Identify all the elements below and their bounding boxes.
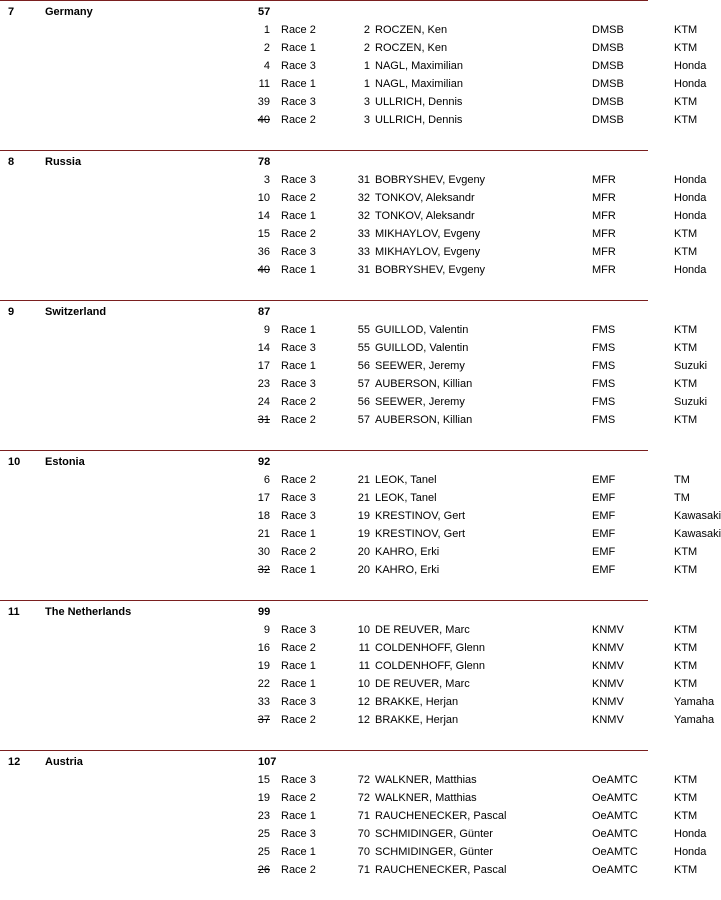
result-bib-number: 21 — [357, 474, 370, 486]
team-points: 92 — [258, 456, 271, 468]
result-federation: MFR — [592, 192, 616, 204]
result-bib-number: 70 — [357, 828, 370, 840]
result-position: 6 — [263, 474, 270, 486]
result-rider-name: COLDENHOFF, Glenn — [375, 660, 486, 672]
result-position: 23 — [257, 810, 270, 822]
result-rider-name: BOBRYSHEV, Evgeny — [375, 174, 486, 186]
result-federation: FMS — [592, 414, 616, 426]
result-race: Race 3 — [281, 60, 316, 72]
team-block — [0, 300, 716, 450]
result-rider-name: NAGL, Maximilian — [375, 60, 464, 72]
result-motorcycle-make: KTM — [674, 228, 698, 240]
team-block — [0, 750, 716, 900]
result-rider-name: TONKOV, Aleksandr — [375, 210, 475, 222]
result-race: Race 3 — [281, 96, 316, 108]
result-federation: DMSB — [592, 60, 624, 72]
result-race: Race 2 — [281, 192, 316, 204]
result-motorcycle-make: Suzuki — [674, 360, 708, 372]
result-motorcycle-make: Honda — [674, 846, 707, 858]
result-race: Race 1 — [281, 528, 316, 540]
team-points: 78 — [258, 156, 271, 168]
result-position: 15 — [257, 774, 270, 786]
result-bib-number: 2 — [363, 24, 370, 36]
result-motorcycle-make: KTM — [674, 246, 698, 258]
result-rider-name: MIKHAYLOV, Evgeny — [375, 228, 481, 240]
team-rank: 9 — [8, 306, 15, 318]
result-position: 14 — [257, 342, 270, 354]
result-motorcycle-make: KTM — [674, 660, 698, 672]
result-race: Race 2 — [281, 474, 316, 486]
result-position: 23 — [257, 378, 270, 390]
section-divider — [0, 450, 648, 451]
result-race: Race 3 — [281, 174, 316, 186]
result-rider-name: DE REUVER, Marc — [375, 624, 470, 636]
result-federation: OeAMTC — [592, 774, 638, 786]
result-federation: DMSB — [592, 24, 624, 36]
result-rider-name: RAUCHENECKER, Pascal — [375, 864, 507, 876]
result-motorcycle-make: KTM — [674, 774, 698, 786]
result-race: Race 3 — [281, 342, 316, 354]
result-position: 40 — [257, 264, 270, 276]
result-federation: KNMV — [592, 624, 624, 636]
result-bib-number: 56 — [357, 360, 370, 372]
result-race: Race 2 — [281, 642, 316, 654]
result-bib-number: 19 — [357, 528, 370, 540]
result-motorcycle-make: Honda — [674, 174, 707, 186]
team-points: 99 — [258, 606, 271, 618]
team-block — [0, 450, 721, 600]
result-race: Race 2 — [281, 396, 316, 408]
result-bib-number: 3 — [363, 114, 370, 126]
result-bib-number: 32 — [357, 210, 370, 222]
result-position: 17 — [257, 360, 270, 372]
result-rider-name: ROCZEN, Ken — [375, 24, 448, 36]
result-federation: EMF — [592, 546, 616, 558]
result-race: Race 1 — [281, 678, 316, 690]
result-federation: EMF — [592, 510, 616, 522]
result-motorcycle-make: KTM — [674, 378, 698, 390]
result-federation: OeAMTC — [592, 792, 638, 804]
result-position: 15 — [257, 228, 270, 240]
result-bib-number: 55 — [357, 342, 370, 354]
result-rider-name: TONKOV, Aleksandr — [375, 192, 475, 204]
result-position: 21 — [257, 528, 270, 540]
result-rider-name: GUILLOD, Valentin — [375, 324, 469, 336]
result-race: Race 1 — [281, 42, 316, 54]
result-motorcycle-make: KTM — [674, 624, 698, 636]
team-nation: Germany — [45, 6, 93, 18]
result-position: 30 — [257, 546, 270, 558]
result-federation: OeAMTC — [592, 810, 638, 822]
result-rider-name: LEOK, Tanel — [375, 492, 437, 504]
team-nation: Austria — [45, 756, 83, 768]
result-position: 39 — [257, 96, 270, 108]
result-race: Race 2 — [281, 228, 316, 240]
result-race: Race 1 — [281, 360, 316, 372]
result-bib-number: 11 — [358, 642, 370, 654]
result-federation: KNMV — [592, 696, 624, 708]
team-points: 87 — [258, 306, 271, 318]
result-position: 2 — [263, 42, 270, 54]
result-motorcycle-make: KTM — [674, 114, 698, 126]
result-rider-name: BRAKKE, Herjan — [375, 696, 459, 708]
result-motorcycle-make: Honda — [674, 78, 707, 90]
result-rider-name: BRAKKE, Herjan — [375, 714, 459, 726]
team-block — [0, 600, 716, 750]
result-bib-number: 72 — [357, 774, 370, 786]
result-rider-name: WALKNER, Matthias — [375, 792, 477, 804]
result-rider-name: ULLRICH, Dennis — [375, 96, 463, 108]
result-federation: DMSB — [592, 114, 624, 126]
result-motorcycle-make: Honda — [674, 210, 707, 222]
result-bib-number: 20 — [357, 564, 370, 576]
result-bib-number: 10 — [357, 624, 370, 636]
result-federation: OeAMTC — [592, 828, 638, 840]
result-motorcycle-make: Yamaha — [674, 696, 715, 708]
result-motorcycle-make: Honda — [674, 60, 707, 72]
result-bib-number: 57 — [357, 378, 370, 390]
result-bib-number: 71 — [357, 810, 370, 822]
result-position: 18 — [257, 510, 270, 522]
result-rider-name: ULLRICH, Dennis — [375, 114, 463, 126]
result-race: Race 1 — [281, 846, 316, 858]
result-race: Race 1 — [281, 264, 316, 276]
result-federation: OeAMTC — [592, 846, 638, 858]
result-motorcycle-make: Honda — [674, 192, 707, 204]
result-rider-name: SEEWER, Jeremy — [375, 396, 465, 408]
result-position: 36 — [257, 246, 270, 258]
result-motorcycle-make: KTM — [674, 342, 698, 354]
result-position: 17 — [257, 492, 270, 504]
result-position: 10 — [257, 192, 270, 204]
result-position: 26 — [257, 864, 270, 876]
result-rider-name: SEEWER, Jeremy — [375, 360, 465, 372]
result-motorcycle-make: KTM — [674, 414, 698, 426]
result-federation: OeAMTC — [592, 864, 638, 876]
result-race: Race 3 — [281, 378, 316, 390]
section-divider — [0, 150, 648, 151]
result-federation: DMSB — [592, 78, 624, 90]
result-rider-name: AUBERSON, Killian — [375, 378, 473, 390]
result-bib-number: 32 — [357, 192, 370, 204]
result-race: Race 1 — [281, 210, 316, 222]
result-federation: EMF — [592, 564, 616, 576]
result-federation: DMSB — [592, 96, 624, 108]
result-bib-number: 19 — [357, 510, 370, 522]
result-motorcycle-make: KTM — [674, 96, 698, 108]
result-race: Race 2 — [281, 714, 316, 726]
result-bib-number: 10 — [357, 678, 370, 690]
result-position: 1 — [263, 24, 270, 36]
result-position: 4 — [263, 60, 270, 72]
result-federation: DMSB — [592, 42, 624, 54]
result-motorcycle-make: Yamaha — [674, 714, 715, 726]
result-race: Race 3 — [281, 510, 316, 522]
result-race: Race 2 — [281, 864, 316, 876]
team-nation: Switzerland — [45, 306, 107, 318]
result-motorcycle-make: Suzuki — [674, 396, 708, 408]
result-bib-number: 31 — [357, 264, 370, 276]
result-rider-name: KAHRO, Erki — [375, 546, 440, 558]
result-bib-number: 12 — [357, 714, 370, 726]
result-motorcycle-make: KTM — [674, 810, 698, 822]
team-points: 57 — [258, 6, 271, 18]
team-rank: 10 — [8, 456, 21, 468]
section-divider — [0, 300, 648, 301]
result-motorcycle-make: TM — [674, 492, 690, 504]
result-federation: MFR — [592, 246, 616, 258]
section-divider — [0, 600, 648, 601]
result-motorcycle-make: KTM — [674, 792, 698, 804]
result-bib-number: 20 — [357, 546, 370, 558]
result-position: 32 — [257, 564, 270, 576]
result-bib-number: 56 — [357, 396, 370, 408]
result-race: Race 2 — [281, 546, 316, 558]
result-federation: FMS — [592, 378, 616, 390]
result-federation: EMF — [592, 492, 616, 504]
team-block — [0, 150, 716, 300]
result-bib-number: 33 — [357, 228, 370, 240]
result-rider-name: DE REUVER, Marc — [375, 678, 470, 690]
result-bib-number: 11 — [358, 660, 370, 672]
result-race: Race 1 — [281, 324, 316, 336]
result-federation: MFR — [592, 228, 616, 240]
result-motorcycle-make: KTM — [674, 564, 698, 576]
result-motorcycle-make: KTM — [674, 546, 698, 558]
team-rank: 11 — [8, 606, 20, 618]
team-nation: Estonia — [45, 456, 85, 468]
result-race: Race 2 — [281, 24, 316, 36]
result-bib-number: 55 — [357, 324, 370, 336]
result-position: 24 — [257, 396, 270, 408]
result-motorcycle-make: KTM — [674, 678, 698, 690]
result-bib-number: 31 — [357, 174, 370, 186]
result-federation: MFR — [592, 264, 616, 276]
result-race: Race 3 — [281, 774, 316, 786]
result-motorcycle-make: KTM — [674, 324, 698, 336]
result-federation: MFR — [592, 174, 616, 186]
team-block — [0, 0, 716, 150]
result-race: Race 3 — [281, 246, 316, 258]
team-points: 107 — [258, 756, 277, 768]
result-motorcycle-make: KTM — [674, 864, 698, 876]
result-motorcycle-make: KTM — [674, 42, 698, 54]
result-position: 25 — [257, 828, 270, 840]
result-race: Race 1 — [281, 810, 316, 822]
result-bib-number: 2 — [363, 42, 370, 54]
result-rider-name: KRESTINOV, Gert — [375, 528, 466, 540]
result-federation: MFR — [592, 210, 616, 222]
result-rider-name: ROCZEN, Ken — [375, 42, 448, 54]
result-position: 19 — [257, 792, 270, 804]
result-position: 16 — [257, 642, 270, 654]
result-race: Race 2 — [281, 414, 316, 426]
result-position: 25 — [257, 846, 270, 858]
result-rider-name: KRESTINOV, Gert — [375, 510, 466, 522]
result-federation: FMS — [592, 396, 616, 408]
result-position: 33 — [257, 696, 270, 708]
result-position: 3 — [263, 174, 270, 186]
team-nation: Russia — [45, 156, 82, 168]
result-rider-name: BOBRYSHEV, Evgeny — [375, 264, 486, 276]
result-position: 9 — [263, 624, 270, 636]
result-bib-number: 57 — [357, 414, 370, 426]
result-bib-number: 71 — [357, 864, 370, 876]
result-rider-name: COLDENHOFF, Glenn — [375, 642, 486, 654]
result-race: Race 3 — [281, 696, 316, 708]
result-race: Race 1 — [281, 78, 316, 90]
result-federation: KNMV — [592, 678, 624, 690]
team-rank: 12 — [8, 756, 21, 768]
result-rider-name: WALKNER, Matthias — [375, 774, 477, 786]
result-bib-number: 70 — [357, 846, 370, 858]
result-rider-name: AUBERSON, Killian — [375, 414, 473, 426]
result-rider-name: KAHRO, Erki — [375, 564, 440, 576]
result-race: Race 3 — [281, 492, 316, 504]
result-race: Race 3 — [281, 828, 316, 840]
result-rider-name: SCHMIDINGER, Günter — [375, 828, 493, 840]
result-position: 9 — [263, 324, 270, 336]
result-motorcycle-make: KTM — [674, 24, 698, 36]
result-federation: EMF — [592, 528, 616, 540]
result-motorcycle-make: Honda — [674, 264, 707, 276]
result-rider-name: GUILLOD, Valentin — [375, 342, 469, 354]
team-rank: 7 — [8, 6, 15, 18]
result-bib-number: 72 — [357, 792, 370, 804]
result-race: Race 1 — [281, 564, 316, 576]
result-bib-number: 1 — [363, 78, 370, 90]
result-federation: KNMV — [592, 714, 624, 726]
result-federation: FMS — [592, 324, 616, 336]
result-federation: FMS — [592, 360, 616, 372]
result-federation: KNMV — [592, 642, 624, 654]
result-motorcycle-make: Honda — [674, 828, 707, 840]
result-motorcycle-make: TM — [674, 474, 690, 486]
result-position: 11 — [258, 78, 270, 90]
section-divider — [0, 750, 648, 751]
result-rider-name: SCHMIDINGER, Günter — [375, 846, 493, 858]
result-motorcycle-make: Kawasaki — [674, 528, 721, 540]
team-rank: 8 — [8, 156, 15, 168]
result-race: Race 2 — [281, 114, 316, 126]
result-rider-name: RAUCHENECKER, Pascal — [375, 810, 507, 822]
result-federation: EMF — [592, 474, 616, 486]
result-bib-number: 33 — [357, 246, 370, 258]
result-position: 37 — [257, 714, 270, 726]
result-rider-name: NAGL, Maximilian — [375, 78, 464, 90]
result-rider-name: MIKHAYLOV, Evgeny — [375, 246, 481, 258]
result-position: 14 — [257, 210, 270, 222]
result-race: Race 2 — [281, 792, 316, 804]
result-bib-number: 12 — [357, 696, 370, 708]
result-bib-number: 1 — [363, 60, 370, 72]
result-rider-name: LEOK, Tanel — [375, 474, 437, 486]
result-motorcycle-make: KTM — [674, 642, 698, 654]
result-race: Race 1 — [281, 660, 316, 672]
team-nation: The Netherlands — [45, 606, 132, 618]
result-position: 40 — [257, 114, 270, 126]
result-bib-number: 3 — [363, 96, 370, 108]
result-race: Race 3 — [281, 624, 316, 636]
result-bib-number: 21 — [357, 492, 370, 504]
result-federation: KNMV — [592, 660, 624, 672]
result-federation: FMS — [592, 342, 616, 354]
result-position: 22 — [257, 678, 270, 690]
result-motorcycle-make: Kawasaki — [674, 510, 721, 522]
result-position: 19 — [257, 660, 270, 672]
result-position: 31 — [257, 414, 270, 426]
